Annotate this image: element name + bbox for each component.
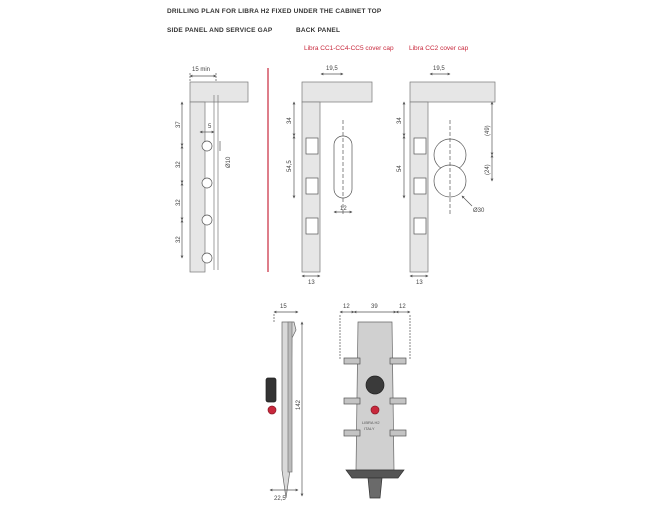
side-top-dim: 37 bbox=[176, 121, 182, 128]
cover-cap-caption-b: Libra CC2 cover cap bbox=[409, 45, 469, 52]
back-a-slot-dim: 54,5 bbox=[287, 160, 293, 172]
side-spacing-3: 32 bbox=[176, 236, 182, 243]
side-spacing-2: 32 bbox=[176, 199, 182, 206]
back-b-d1-dim: (49) bbox=[485, 125, 491, 136]
device-side-height-dim: 142 bbox=[296, 399, 302, 410]
back-b-top-dim: 34 bbox=[397, 117, 403, 124]
back-b-slot-dim: 54 bbox=[397, 165, 403, 172]
device-front-right-dim: 12 bbox=[399, 304, 406, 310]
back-a-bottom-dim: 13 bbox=[308, 280, 315, 286]
back-a-width-dim: 19,5 bbox=[326, 66, 338, 72]
red-indicator-front bbox=[371, 406, 379, 414]
device-side-top-dim: 15 bbox=[280, 304, 287, 310]
side-panel-body bbox=[190, 102, 205, 272]
back-panel-a-drawing bbox=[294, 74, 372, 276]
device-front-center-dim: 39 bbox=[371, 304, 378, 310]
back-panel-b-drawing bbox=[404, 74, 495, 276]
device-front-left-dim: 12 bbox=[343, 304, 350, 310]
cabinet-top bbox=[190, 82, 248, 102]
side-panel-drawing bbox=[182, 73, 248, 272]
cabinet-top-a bbox=[302, 82, 372, 102]
back-b-d2-dim: (24) bbox=[485, 164, 491, 175]
device-label-a: LIBRA H2 bbox=[362, 420, 380, 425]
back-panel-heading: BACK PANEL bbox=[296, 27, 341, 34]
back-a-top-dim: 34 bbox=[287, 117, 293, 124]
side-spacing-1: 32 bbox=[176, 161, 182, 168]
side-gap-dim: 15 min bbox=[192, 67, 211, 73]
back-b-hole-dim: Ø30 bbox=[473, 208, 485, 214]
cabinet-top-b bbox=[410, 82, 495, 102]
cover-cap-caption-a: Libra CC1-CC4-CC5 cover cap bbox=[304, 45, 394, 52]
page-title: DRILLING PLAN FOR LIBRA H2 FIXED UNDER THE CABINET TOP bbox=[167, 8, 382, 15]
red-indicator-side bbox=[268, 406, 276, 414]
device-side-bottom-dim: 22,5 bbox=[274, 496, 286, 502]
front-knob bbox=[366, 376, 384, 394]
back-b-bottom-dim: 13 bbox=[416, 280, 423, 286]
back-a-slot-width-dim: 12 bbox=[340, 206, 347, 212]
device-front-body bbox=[356, 322, 394, 470]
side-hole-dim: Ø10 bbox=[226, 156, 232, 168]
device-label-b: ITALY bbox=[364, 426, 375, 431]
device-front-view bbox=[340, 312, 410, 498]
side-panel-heading: SIDE PANEL AND SERVICE GAP bbox=[167, 27, 273, 34]
back-b-width-dim: 19,5 bbox=[433, 66, 445, 72]
side-offset-dim: 5 bbox=[208, 124, 212, 130]
adjust-knob bbox=[266, 378, 276, 402]
